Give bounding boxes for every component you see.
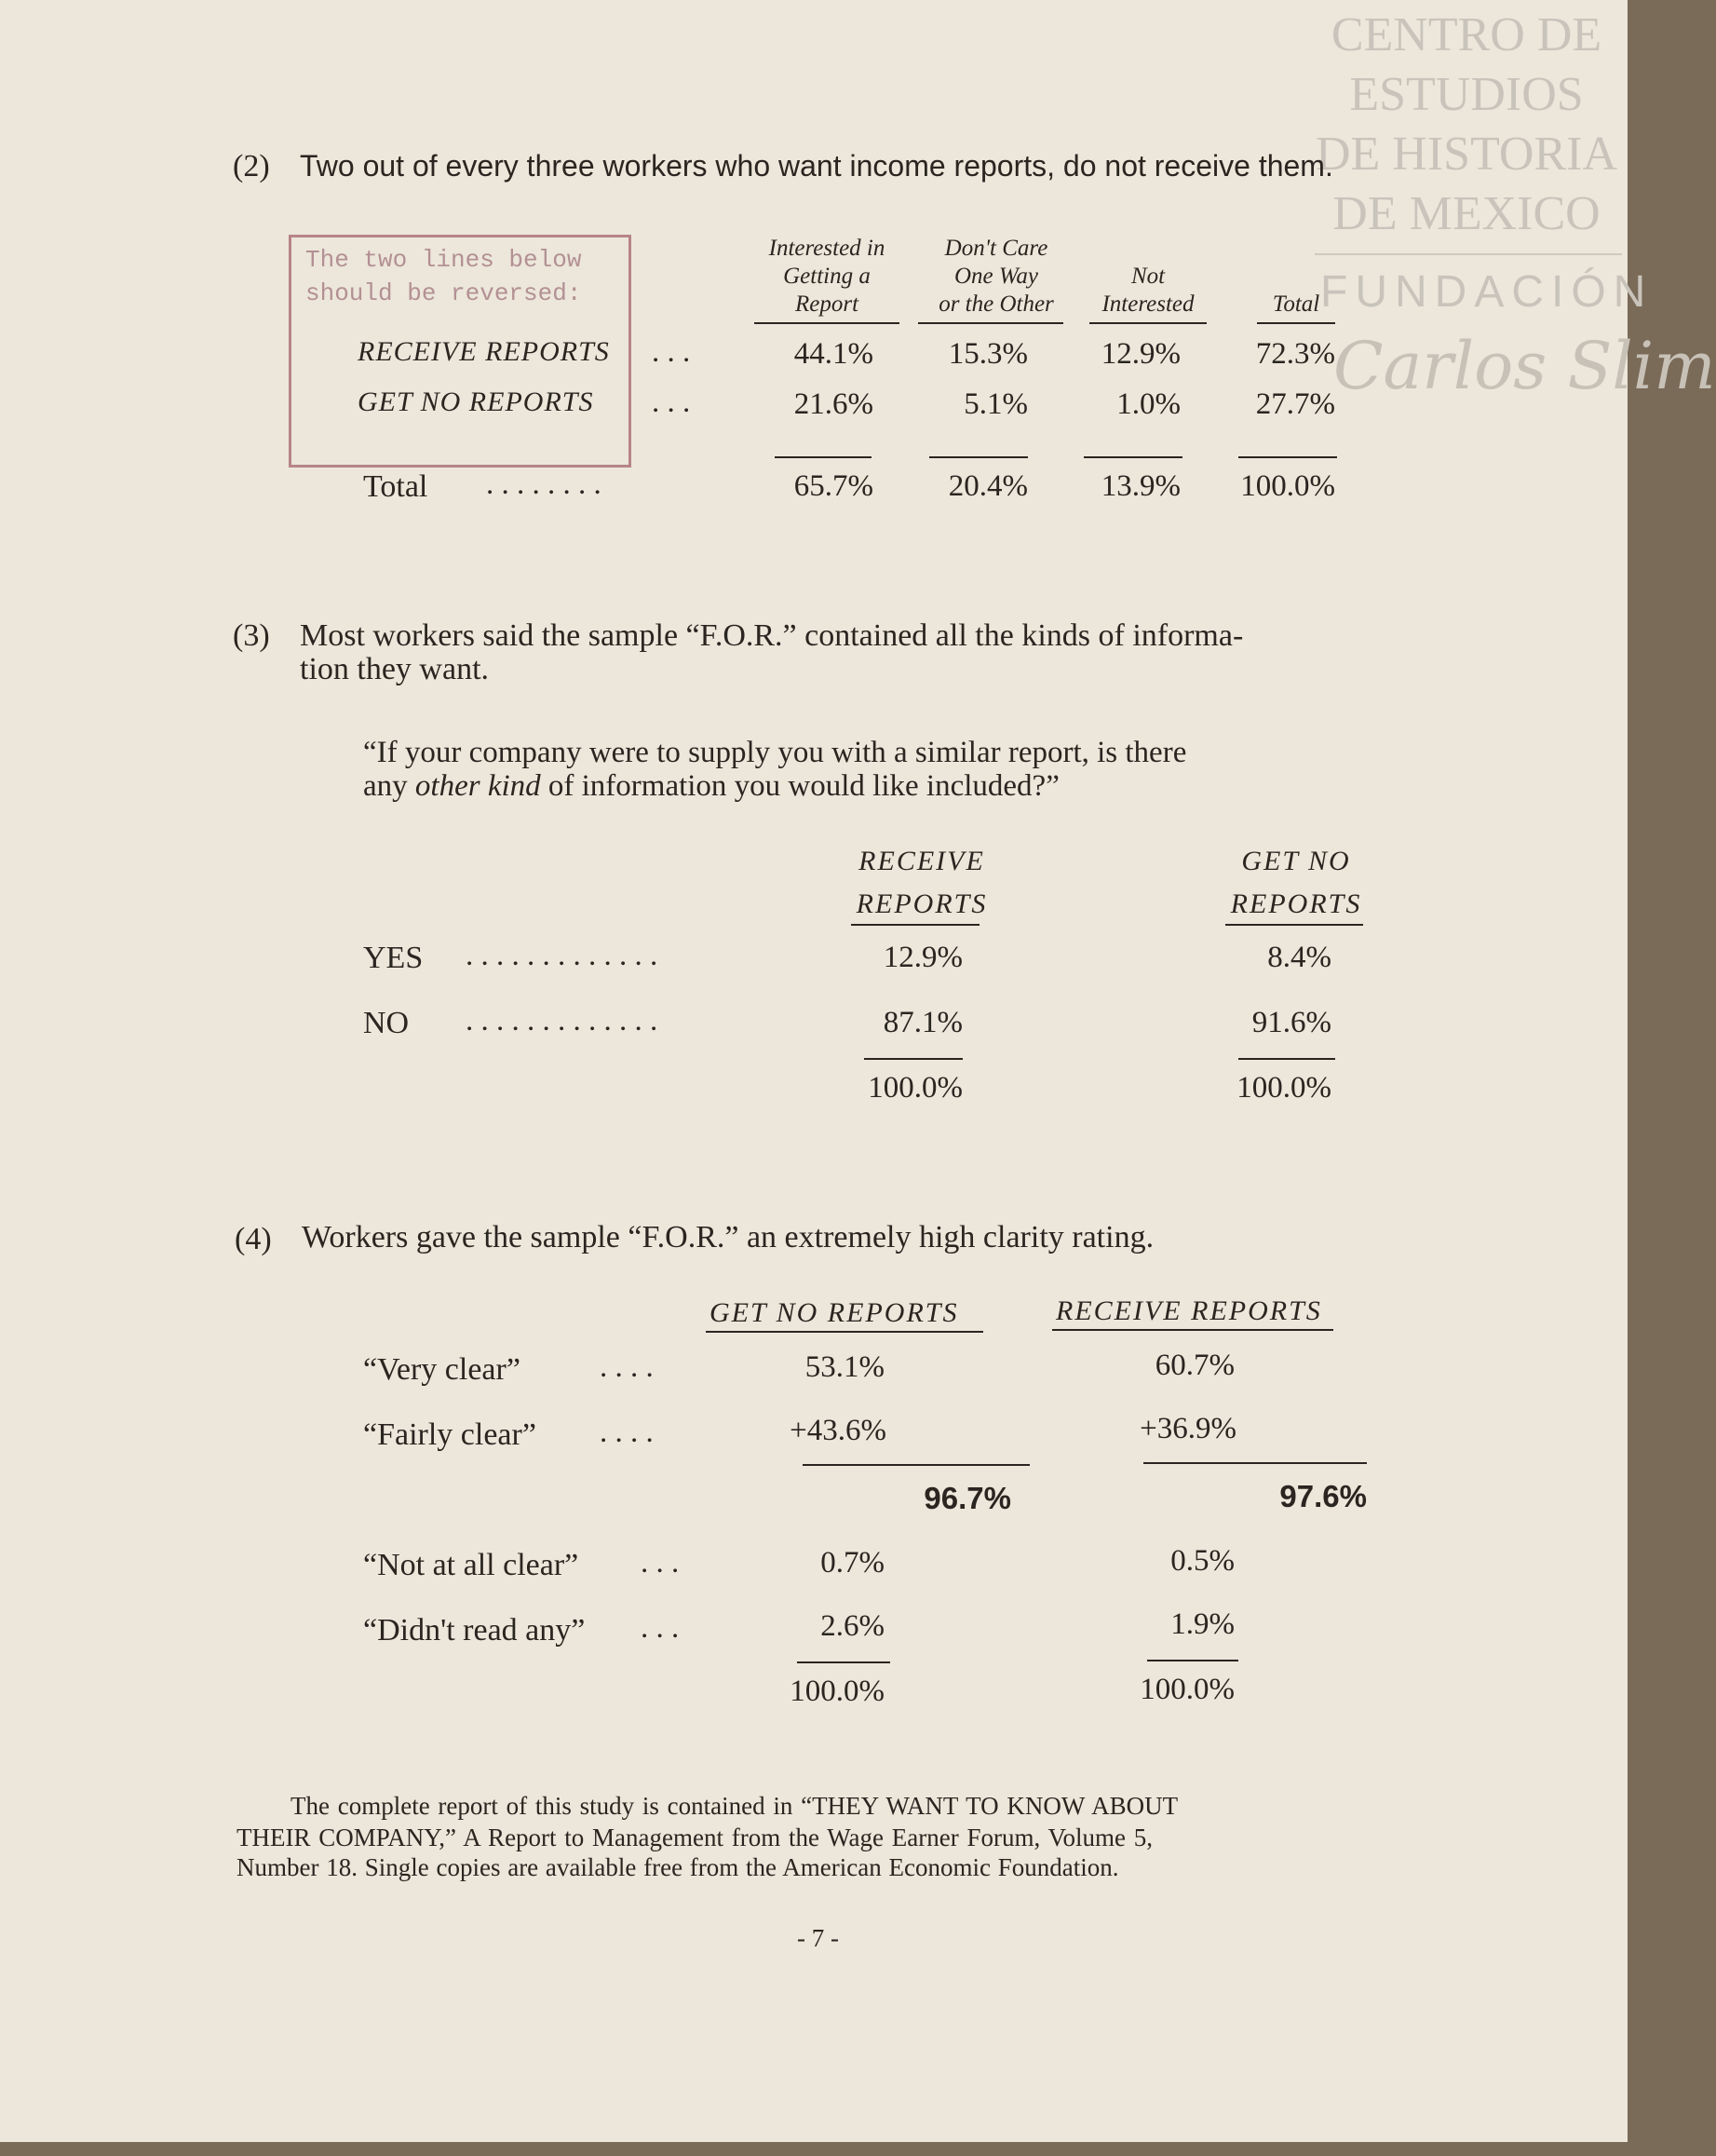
header-interested: Interested in Getting a Report <box>768 236 885 317</box>
leader-dots: . . . <box>641 1611 680 1645</box>
cell: 100.0% <box>1140 1673 1235 1706</box>
cell: 44.1% <box>793 337 873 371</box>
section3-quote-line2: any other kind of information you would like included?” <box>363 769 1060 803</box>
watermark-fundacion: FUNDACIÓN <box>1320 267 1654 317</box>
cell: 100.0% <box>790 1675 885 1708</box>
rule <box>864 1058 963 1060</box>
cell: 12.9% <box>1101 337 1181 371</box>
leader-dots: . . . . <box>600 1350 654 1384</box>
page-number: - 7 - <box>797 1924 839 1952</box>
subtotal-receive: 97.6% <box>1279 1479 1367 1513</box>
cell: 72.3% <box>1255 337 1335 371</box>
rule <box>1052 1329 1333 1331</box>
cell: 53.1% <box>804 1350 885 1384</box>
cell: 87.1% <box>883 1006 963 1039</box>
cell: 15.3% <box>948 337 1028 371</box>
watermark-line2: ESTUDIOS <box>1349 68 1584 121</box>
leader-dots: . . . . . . . . <box>486 468 601 501</box>
cell: +36.9% <box>1140 1412 1236 1445</box>
cell: 13.9% <box>1101 469 1181 503</box>
row-label: RECEIVE REPORTS <box>358 336 610 367</box>
rule <box>1147 1660 1238 1661</box>
leader-dots: . . . <box>652 386 691 419</box>
footnote-line3: Number 18. Single copies are available free from the American Economic Foundation. <box>236 1853 1119 1881</box>
row-label: “Very clear” <box>363 1352 520 1387</box>
total-label: Total <box>363 469 428 504</box>
watermark-line3: DE HISTORIA <box>1315 128 1618 181</box>
cell: 12.9% <box>883 941 963 974</box>
rule <box>929 456 1028 458</box>
rule <box>797 1661 890 1663</box>
leader-dots: . . . . <box>600 1416 654 1449</box>
subtotal-get-no: 96.7% <box>924 1481 1011 1515</box>
footnote-line2: THEIR COMPANY,” A Report to Management from the Wage Earner Forum, Volume 5, <box>236 1824 1153 1851</box>
section2-number: (2) <box>233 149 270 183</box>
row-label: “Fairly clear” <box>363 1417 536 1452</box>
cell: 100.0% <box>1240 469 1335 503</box>
cell: 65.7% <box>793 469 873 503</box>
leader-dots: . . . . . . . . . . . . . <box>466 1004 658 1037</box>
stamp-text-line1: The two lines below <box>305 246 582 274</box>
watermark-line1: CENTRO DE <box>1331 8 1602 61</box>
cell: 21.6% <box>793 387 873 421</box>
rule <box>1238 1058 1335 1060</box>
cell: 100.0% <box>868 1071 963 1105</box>
cell: 0.7% <box>820 1546 885 1580</box>
section3-title-line1: Most workers said the sample “F.O.R.” contained all the kinds of informa- <box>300 618 1244 653</box>
section4-title: Workers gave the sample “F.O.R.” an extremely high clarity rating. <box>302 1220 1155 1254</box>
row-label-yes: YES <box>363 941 424 975</box>
row-label: “Not at all clear” <box>363 1548 579 1582</box>
section2-title: Two out of every three workers who want income reports, do not receive them. <box>300 149 1333 183</box>
col-header-get-no-line1: GET NO <box>1241 846 1351 876</box>
stamp-text-line2: should be reversed: <box>305 279 582 307</box>
cell: +43.6% <box>790 1414 886 1447</box>
section4-number: (4) <box>235 1222 272 1256</box>
rule <box>706 1331 983 1333</box>
section3-number: (3) <box>233 618 270 653</box>
watermark-divider <box>1315 253 1622 255</box>
leader-dots: . . . <box>641 1546 680 1580</box>
footnote-line1: The complete report of this study is contained in “THEY WANT TO KNOW ABOUT <box>291 1792 1179 1820</box>
rule <box>851 924 980 926</box>
rule <box>775 456 872 458</box>
cell: 20.4% <box>948 469 1028 503</box>
row-label: GET NO REPORTS <box>358 386 594 417</box>
header-not-interested: Not Interested <box>1101 264 1195 317</box>
rule <box>1084 456 1182 458</box>
rule <box>1225 924 1363 926</box>
cell: 8.4% <box>1267 941 1331 974</box>
rule <box>803 1464 1030 1466</box>
leader-dots: . . . . . . . . . . . . . <box>466 939 658 972</box>
leader-dots: . . . <box>652 335 691 369</box>
rule <box>1143 1462 1367 1464</box>
rule <box>754 322 899 324</box>
header-total: Total <box>1272 292 1320 317</box>
section3-title-line2: tion they want. <box>300 652 490 686</box>
col-header-receive-line2: REPORTS <box>856 888 988 919</box>
col-header-get-no-line2: REPORTS <box>1230 888 1362 919</box>
row-label-no: NO <box>363 1006 410 1040</box>
cell: 91.6% <box>1251 1006 1331 1039</box>
cell: 0.5% <box>1170 1544 1235 1578</box>
cell: 1.9% <box>1170 1607 1235 1641</box>
cell: 5.1% <box>964 387 1028 421</box>
rule <box>1257 322 1335 324</box>
cell: 60.7% <box>1155 1349 1235 1382</box>
col-header-get-no: GET NO REPORTS <box>709 1297 959 1328</box>
col-header-receive: RECEIVE REPORTS <box>1056 1295 1322 1326</box>
rule <box>918 322 1063 324</box>
cell: 27.7% <box>1255 387 1335 421</box>
section3-quote-line1: “If your company were to supply you with a similar report, is there <box>363 736 1187 769</box>
rule <box>1238 456 1337 458</box>
row-label: “Didn't read any” <box>363 1613 586 1648</box>
col-header-receive-line1: RECEIVE <box>858 846 985 876</box>
cell: 2.6% <box>820 1609 885 1643</box>
watermark-signature: Carlos Slim <box>1333 328 1716 404</box>
rule <box>1089 322 1207 324</box>
watermark-line4: DE MEXICO <box>1332 187 1601 240</box>
cell: 100.0% <box>1236 1071 1331 1105</box>
header-dont-care: Don't Care One Way or the Other <box>939 236 1054 317</box>
cell: 1.0% <box>1116 387 1181 421</box>
